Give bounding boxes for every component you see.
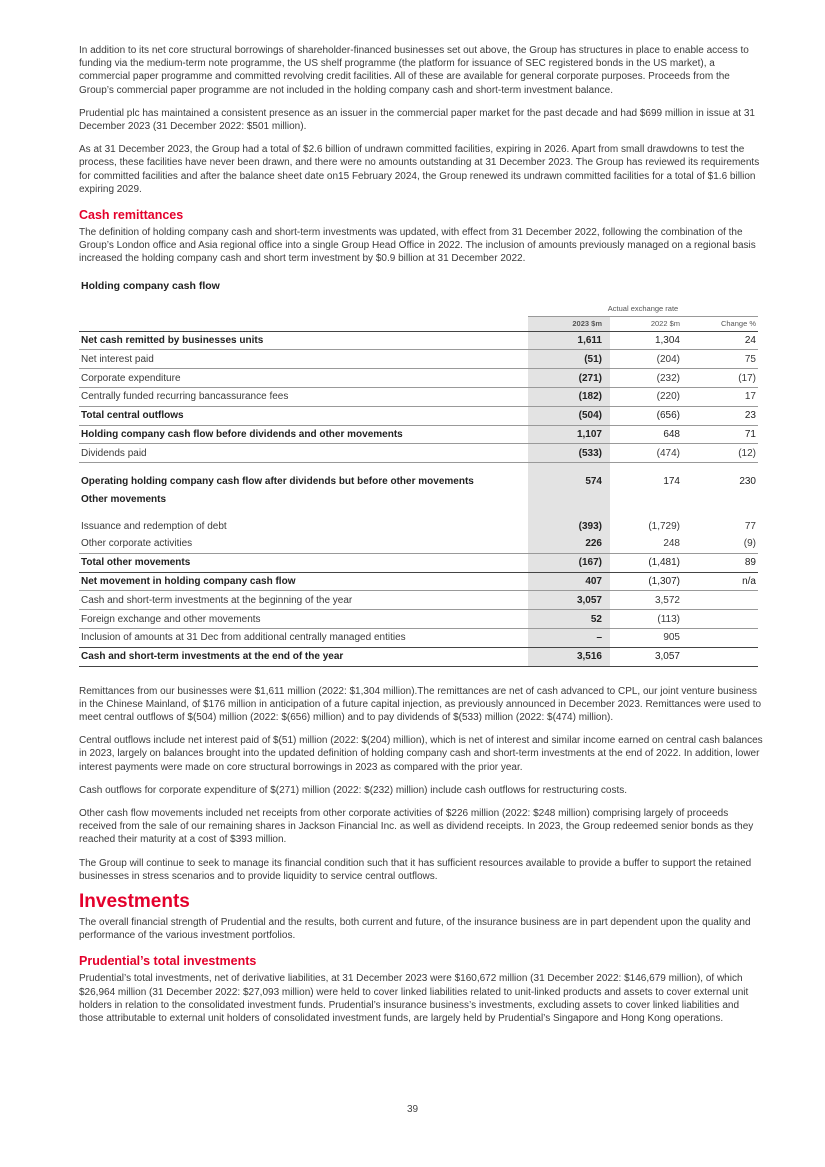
paragraph-corporate-expenditure: Cash outflows for corporate expenditure of $(271) million (2022: $(232) million) include cash outflows for restructuring costs. — [79, 784, 628, 796]
row-label: Foreign exchange and other movements — [79, 610, 528, 629]
table-exchange-header — [79, 302, 758, 317]
table-row — [79, 406, 758, 425]
cell-2023: 1,107 — [528, 425, 610, 444]
cell-change — [684, 591, 758, 610]
row-label: Operating holding company cash flow after dividends but before other movements — [81, 476, 474, 488]
table-title: Holding company cash flow — [81, 279, 220, 292]
row-label: Inclusion of amounts at 31 Dec from additional centrally managed entities — [79, 629, 528, 648]
col-2022-header: 2022 $m — [610, 316, 684, 331]
row-label: Cash and short-term investments at the beginning of the year — [79, 591, 528, 610]
cell-2022: 905 — [610, 629, 684, 648]
cell-2022 — [610, 490, 684, 508]
col-change-header: Change % — [684, 316, 758, 331]
cell-2022: (656) — [610, 406, 684, 425]
table-column-header — [79, 316, 758, 331]
cell-2023: (533) — [528, 444, 610, 463]
cell-2023: (393) — [528, 508, 610, 535]
cell-2022: (113) — [610, 610, 684, 629]
cell-2022: 3,057 — [610, 647, 684, 666]
cell-2023: (51) — [528, 350, 610, 369]
table-row — [79, 490, 758, 508]
cell-2023: 52 — [528, 610, 610, 629]
cell-2022: (1,481) — [610, 553, 684, 572]
cell-2023: (167) — [528, 553, 610, 572]
row-label: Other movements — [81, 493, 167, 505]
cell-change: 230 — [739, 476, 756, 488]
cell-2023: – — [528, 629, 610, 648]
cell-2023: 1,611 — [528, 331, 610, 350]
cell-change: 89 — [684, 553, 758, 572]
cell-2023: 407 — [528, 572, 610, 591]
table-row — [79, 463, 758, 491]
cell-2022: (204) — [610, 350, 684, 369]
row-label: Total central outflows — [79, 406, 528, 425]
cell-change: 24 — [684, 331, 758, 350]
cell-2023: (504) — [528, 406, 610, 425]
paragraph-financial-condition: The Group will continue to seek to manage its financial condition such that it has sufficient resources available to provide a buffer to support the retained businesses in stress scenarios and to provide liquidity to service central outflows. — [79, 857, 752, 882]
row-label: Net movement in holding company cash flow — [79, 572, 528, 591]
total-investments-heading: Prudential’s total investments — [79, 954, 257, 969]
cell-change — [684, 490, 758, 508]
table-row — [79, 350, 758, 369]
cell-change: 77 — [744, 521, 756, 533]
cell-2022: (1,307) — [610, 572, 684, 591]
paragraph-funding-structures: In addition to its net core structural borrowings of shareholder-financed businesses set out above, the Group has structures in place to enable access to funding via the medium-term note programme, the US shelf programme (the platform for issuance of SEC registered bonds in the US market), a commercial paper programme and committed revolving credit facilities. All of these are available for general corporate purposes. Proceeds from the Group’s commercial paper programme are not included in the holding company cash and short-term investment balance. — [79, 45, 749, 96]
cell-change: (17) — [684, 369, 758, 388]
cell-2022: (474) — [610, 444, 684, 463]
cell-change: 17 — [684, 388, 758, 407]
table-row — [79, 591, 758, 610]
row-label: Cash and short-term investments at the end of the year — [79, 647, 528, 666]
paragraph-commercial-paper: Prudential plc has maintained a consistent presence as an issuer in the commercial paper market for the past decade and had $699 million in issue at 31 December 2023 (31 December 2022: $501 million). — [79, 107, 755, 133]
cell-change: n/a — [684, 572, 758, 591]
exchange-rate-label: Actual exchange rate — [528, 302, 758, 317]
table-row — [79, 388, 758, 407]
paragraph-total-investments: Prudential’s total investments, net of derivative liabilities, at 31 December 2023 were $160,672 million (31 December 2022: $146,679 million), of which $26,964 million (31 December 2022: $27,093 million) were held to cover linked liabilities related to unit-linked products and assets to cover external unit holders in relation to the consolidated investment funds. Prudential’s insurance business’s investments, excluding assets to cover linked liabilities and those attributable to external unit holders of consolidated investment funds, are largely held by Prudential’s Singapore and Hong Kong operations. — [79, 973, 749, 1025]
row-label: Other corporate activities — [79, 535, 528, 553]
paragraph-investments: The overall financial strength of Prudential and the results, both current and future, of the insurance business are in part dependent upon the quality and performance of the various investment portfolios. — [79, 917, 751, 942]
cell-2022: 3,572 — [610, 591, 684, 610]
table-row — [79, 610, 758, 629]
cell-2022: (1,729) — [648, 521, 680, 533]
row-label: Corporate expenditure — [79, 369, 528, 388]
row-label: Net cash remitted by businesses units — [79, 331, 528, 350]
row-label: Dividends paid — [79, 444, 528, 463]
cell-change — [684, 629, 758, 648]
cell-2022: (220) — [610, 388, 684, 407]
cell-2023: 574 — [528, 463, 610, 491]
table-row — [79, 629, 758, 648]
page-number: 39 — [406, 1104, 419, 1115]
cell-change: 75 — [684, 350, 758, 369]
holding-company-cash-flow-table — [79, 302, 758, 667]
table-row — [79, 553, 758, 572]
paragraph-central-outflows: Central outflows include net interest paid of $(51) million (2022: $(204) million), which is net of interest and similar income earned on central cash balances in 2023, largely on balances brought into the updated definition of holding company cash and short-term investments at the end of 2022. In addition, lower interest payments were made on core structural borrowings in 2023 as compared with the prior year. — [79, 735, 763, 773]
cell-2023: 226 — [528, 535, 610, 553]
cell-2023: (182) — [528, 388, 610, 407]
row-label: Issuance and redemption of debt — [81, 521, 227, 533]
paragraph-remittances: Remittances from our businesses were $1,611 million (2022: $1,304 million).The remittances are net of cash advanced to CPL, our joint venture business in the Chinese Mainland, of $176 million in anticipation of a future capital injection, as previously announced in December 2023. Remittances were used to meet central outflows of $(504) million (2022: $(656) million) and to pay dividends of $(533) million (2022: $(474) million). — [79, 685, 762, 723]
cell-2022: 248 — [610, 535, 684, 553]
cell-2023 — [528, 490, 610, 508]
cell-change: 23 — [684, 406, 758, 425]
cell-change — [684, 647, 758, 666]
cell-change — [684, 610, 758, 629]
table-row — [79, 444, 758, 463]
cell-change: (12) — [684, 444, 758, 463]
cash-remittances-heading: Cash remittances — [79, 208, 184, 223]
cell-2022: 174 — [663, 476, 680, 488]
table-row — [79, 535, 758, 553]
investments-heading: Investments — [79, 891, 190, 913]
row-label: Holding company cash flow before dividends and other movements — [79, 425, 528, 444]
cell-2023: (271) — [528, 369, 610, 388]
row-label: Total other movements — [79, 553, 528, 572]
table-row — [79, 369, 758, 388]
cell-2023: 3,516 — [528, 647, 610, 666]
paragraph-other-movements: Other cash flow movements included net receipts from other corporate activities of $226 million (2022: $248 million) comprising largely of proceeds received from the sale of our remaining shares in Jackson Financial Inc. as well as dividend receipts. In 2023, the Group redeemed senior bonds as they reached their maturity at a cost of $393 million. — [79, 808, 754, 846]
row-label: Net interest paid — [79, 350, 528, 369]
page-content — [79, 44, 765, 1035]
table-row — [79, 331, 758, 350]
cell-change: (9) — [684, 535, 758, 553]
cell-2022: 1,304 — [610, 331, 684, 350]
cell-change: 71 — [684, 425, 758, 444]
paragraph-cash-remittances: The definition of holding company cash and short-term investments was updated, with effect from 31 December 2022, following the combination of the Group’s London office and Asia regional office into a single Group Head Office in 2022. The inclusion of amounts previously managed on a regional basis increased the holding company cash and short term investment by $0.9 billion at 31 December 2022. — [79, 227, 756, 265]
table-row — [79, 425, 758, 444]
cell-2023: 3,057 — [528, 591, 610, 610]
table-row — [79, 647, 758, 666]
cell-2022: (232) — [610, 369, 684, 388]
table-row — [79, 508, 758, 535]
row-label: Centrally funded recurring bancassurance fees — [79, 388, 528, 407]
table-row — [79, 572, 758, 591]
cell-2022: 648 — [610, 425, 684, 444]
paragraph-committed-facilities: As at 31 December 2023, the Group had a total of $2.6 billion of undrawn committed facilities, expiring in 2026. Apart from small drawdowns to test the process, these facilities have never been drawn, and there were no amounts outstanding at 31 December 2023. The Group has reviewed its requirements for committed facilities and after the balance sheet date on15 February 2024, the Group renewed its undrawn committed facilities for a total of $1.6 billion expiring 2029. — [79, 144, 760, 195]
col-2023-header: 2023 $m — [528, 316, 610, 331]
